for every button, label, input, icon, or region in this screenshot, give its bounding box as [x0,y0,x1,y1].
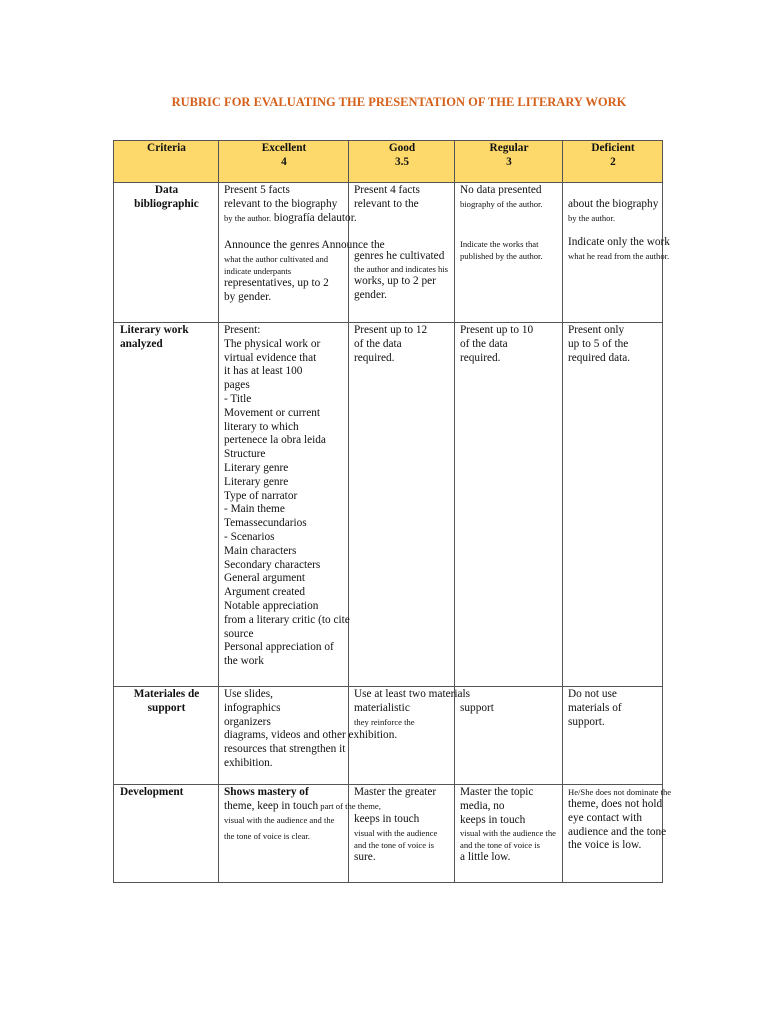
regular-cell: support [455,687,563,785]
cell-line: Literary genre [224,461,289,474]
header-criteria: Criteria [114,141,219,183]
deficient-cell: about the biography by the author. Indicate only the work what he read from the author. [563,183,663,323]
cell-line: Type of narrator [224,489,298,502]
table-row [114,183,663,323]
cell-line: Do not use [568,688,617,700]
cell-line: the work [224,655,264,668]
cell-line: it has at least 100 [224,365,303,378]
cell-line: Secondary characters [224,558,321,571]
header-row [114,141,663,183]
deficient-cell: He/She does not dominate the theme, does not hold eye contact with audience and the tone the voice is low. [563,785,663,883]
rubric-table [113,140,672,883]
cell-line: General argument [224,572,306,585]
header-good: Good 3.5 [349,141,455,183]
cell-line: of the data [460,337,508,350]
cell-line: required data. [568,351,631,364]
cell-line: Main characters [224,544,297,557]
good-cell [349,323,455,687]
header-excellent: Excellent 4 [219,141,349,183]
cell-line: Personal appreciation of [224,641,334,654]
cell-line: Notable appreciation [224,599,319,612]
cell-line: The physical work or [224,337,321,350]
cell-line: Temassecundarios [224,517,307,530]
regular-cell: Master the topic media, no keeps in touch visual with the audience the and the tone of voice is a little low. [455,785,563,883]
excellent-cell [219,323,349,687]
header-regular: Regular 3 [455,141,563,183]
cell-line: of the data [354,337,402,350]
deficient-cell [563,323,663,687]
criteria-cell: Materiales de support [114,687,219,785]
cell-line: support. [568,715,605,728]
cell-line: from a literary critic (to cite [224,613,350,626]
cell-line: required. [460,351,501,364]
regular-cell [455,323,563,687]
cell-line: Movement or current [224,406,320,419]
cell-line: - Title [224,392,252,405]
document-title: RUBRIC FOR EVALUATING THE PRESENTATION OF THE LITERARY WORK [171,95,627,109]
cell-line: Literary genre [224,475,289,488]
cell-line: Present only [568,324,625,336]
excellent-cell: Shows mastery of theme, keep in touch part of the theme, visual with the audience and the the tone of voice is clear. [219,785,349,883]
cell-line: source [224,627,254,640]
cell-line: - Scenarios [224,530,275,543]
criteria-cell: Literary work analyzed [114,323,219,687]
good-cell: Present 4 facts relevant to the genres he cultivated the author and indicates his works, up to 2 per gender. [349,183,455,323]
regular-cell: No data presented biography of the author. Indicate the works that published by the author. [455,183,563,323]
cell-line: Structure [224,448,266,461]
cell-line: - Main theme [224,503,285,516]
cell-line: pertenece la obra leida [224,434,326,447]
table-row [114,323,663,687]
good-cell: Use at least two materials materialistic they reinforce the [349,687,455,785]
cell-line: literary to which [224,420,299,433]
cell-line: virtual evidence that [224,351,317,364]
deficient-cell [563,687,663,785]
cell-line: materials of [568,701,622,714]
criteria-cell: Data bibliographic [114,183,219,323]
cell-line: Present up to 12 [354,324,428,336]
cell-line: Present up to 10 [460,324,534,336]
table-row [114,785,663,883]
cell-line: pages [224,379,250,392]
excellent-cell: Use slides, infographics organizers diagrams, videos and other exhibition. resources that strengthen it exhibition. [219,687,349,785]
cell-line: required. [354,351,395,364]
cell-line: up to 5 of the [568,337,629,350]
table-row [114,687,663,785]
good-cell: Master the greater keeps in touch visual with the audience and the tone of voice is sure. [349,785,455,883]
cell-line: Present: [224,324,261,336]
header-deficient: Deficient 2 [563,141,663,183]
cell-line: Argument created [224,586,306,599]
excellent-cell: Present 5 facts relevant to the biography by the author. biografía delautor. Announce the genres Announce the what the author cultivated and indicate underpants representatives, up to 2 by gender. [219,183,349,323]
criteria-cell: Development [114,785,219,883]
